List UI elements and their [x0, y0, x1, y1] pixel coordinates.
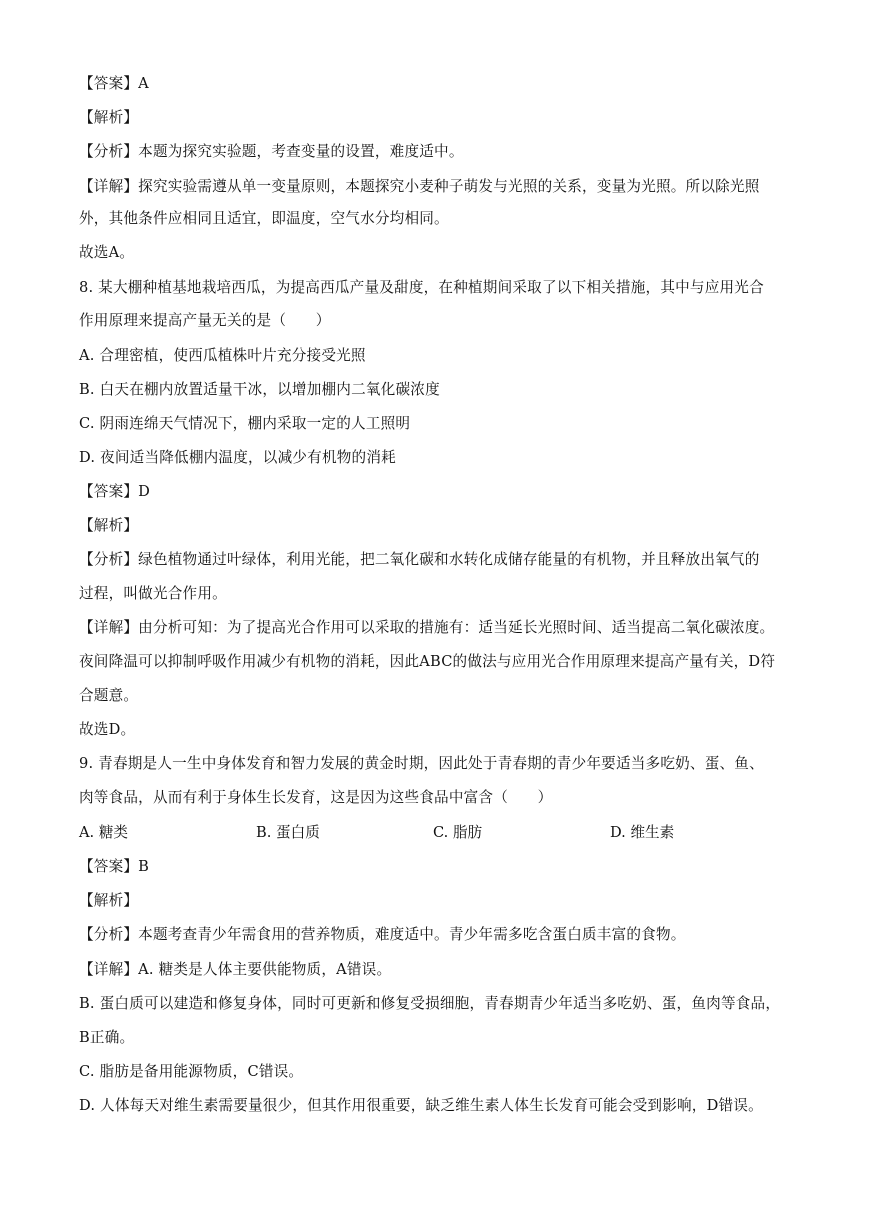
- q8-analysis-heading: 【解析】: [79, 517, 139, 534]
- q7-detail-line-2: 外，其他条件应相同且适宜，即温度，空气水分均相同。: [79, 210, 449, 227]
- q7-choice: 故选A。: [79, 244, 135, 261]
- q9-option-c: C. 脂肪: [433, 824, 483, 841]
- q9-detail-d: D. 人体每天对维生素需要量很少，但其作用很重要，缺乏维生素人体生长发育可能会受到影响，D错误。: [79, 1097, 763, 1114]
- q9-detail-b-line-2: B正确。: [79, 1029, 135, 1046]
- q7-analysis-heading: 【解析】: [79, 109, 139, 126]
- q9-detail-b-line-1: B. 蛋白质可以建造和修复身体，同时可更新和修复受损细胞，青春期青少年适当多吃奶、蛋，鱼肉等食品，: [79, 995, 781, 1012]
- q9-fenxi: 【分析】本题考查青少年需食用的营养物质，难度适中。青少年需多吃含蛋白质丰富的食物。: [79, 926, 686, 943]
- q8-option-c: C. 阴雨连绵天气情况下，棚内采取一定的人工照明: [79, 415, 411, 432]
- q8-option-b: B. 白天在棚内放置适量干冰，以增加棚内二氧化碳浓度: [79, 381, 440, 398]
- q9-stem-line-2: 肉等食品，从而有利于身体生长发育，这是因为这些食品中富含（ ）: [79, 789, 553, 806]
- q8-detail-line-3: 合题意。: [79, 687, 139, 704]
- q8-stem-line-1: 8. 某大棚种植基地栽培西瓜，为提高西瓜产量及甜度，在种植期间采取了以下相关措施，其中与应用光合: [79, 279, 764, 296]
- q9-detail-a: 【详解】A. 糖类是人体主要供能物质，A错误。: [79, 961, 392, 978]
- q9-option-a: A. 糖类: [79, 824, 129, 841]
- q8-answer: 【答案】D: [79, 483, 151, 500]
- q8-fenxi-line-1: 【分析】绿色植物通过叶绿体，利用光能，把二氧化碳和水转化成储存能量的有机物，并且释放出氧气的: [79, 551, 760, 568]
- q8-detail-line-2: 夜间降温可以抑制呼吸作用减少有机物的消耗，因此ABC的做法与应用光合作用原理来提高产量有关，D符: [79, 653, 776, 670]
- q7-answer: 【答案】A: [79, 75, 149, 92]
- q7-detail-line-1: 【详解】探究实验需遵从单一变量原则，本题探究小麦种子萌发与光照的关系，变量为光照。所以除光照: [79, 178, 760, 195]
- q9-option-d: D. 维生素: [610, 824, 675, 841]
- q8-detail-line-1: 【详解】由分析可知：为了提高光合作用可以采取的措施有：适当延长光照时间、适当提高二氧化碳浓度。: [79, 619, 775, 636]
- q8-fenxi-line-2: 过程，叫做光合作用。: [79, 585, 227, 602]
- q8-choice: 故选D。: [79, 721, 136, 738]
- q9-stem-line-1: 9. 青春期是人一生中身体发育和智力发展的黄金时期，因此处于青春期的青少年要适当多吃奶、蛋、鱼、: [79, 755, 764, 772]
- q8-option-d: D. 夜间适当降低棚内温度，以减少有机物的消耗: [79, 449, 396, 466]
- q8-stem-line-2: 作用原理来提高产量无关的是（ ）: [79, 312, 331, 329]
- q9-detail-c: C. 脂肪是备用能源物质，C错误。: [79, 1063, 304, 1080]
- q9-analysis-heading: 【解析】: [79, 892, 139, 909]
- q8-option-a: A. 合理密植，使西瓜植株叶片充分接受光照: [79, 347, 366, 364]
- q9-option-b: B. 蛋白质: [256, 824, 320, 841]
- q9-answer: 【答案】B: [79, 858, 150, 875]
- q7-fenxi: 【分析】本题为探究实验题，考查变量的设置，难度适中。: [79, 143, 464, 160]
